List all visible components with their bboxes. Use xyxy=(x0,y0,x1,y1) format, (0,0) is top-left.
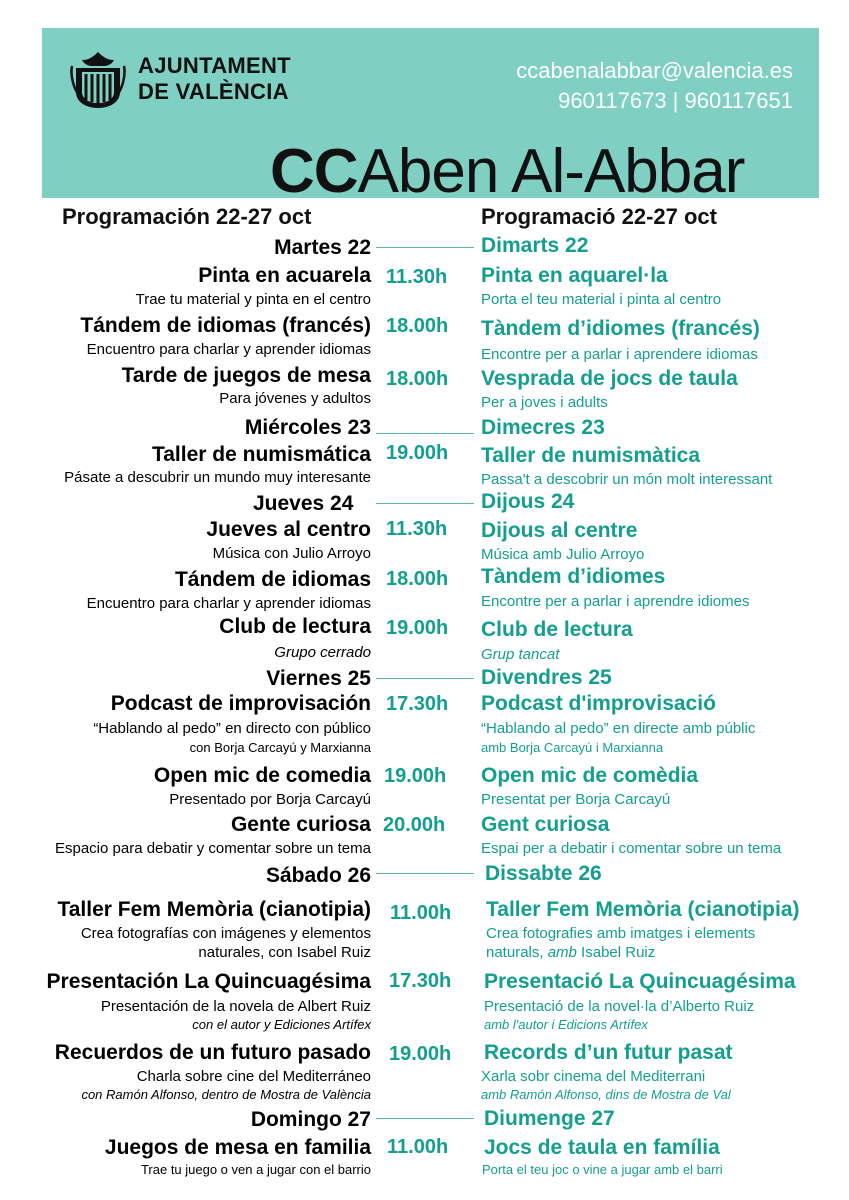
event-title-es: Open mic de comedia xyxy=(153,764,371,787)
event-desc-es: Trae tu material y pinta en el centro xyxy=(135,291,371,308)
event-title-va: Tàndem d’idiomes xyxy=(481,565,666,588)
day-connector-line xyxy=(376,433,474,434)
event-desc-va: Grup tancat xyxy=(481,646,560,663)
event-title-va: Presentació La Quincuagésima xyxy=(484,970,796,993)
day-label-va: Diumenge 27 xyxy=(484,1107,615,1130)
event-desc-va-line2 xyxy=(486,944,655,961)
day-label-va: Dimecres 23 xyxy=(481,416,605,439)
event-desc-es-line2: naturales, con Isabel Ruiz xyxy=(198,944,371,961)
event-title-va: Jocs de taula en família xyxy=(484,1136,720,1159)
event-guests-es: con Ramón Alfonso, dentro de Mostra de València xyxy=(81,1087,371,1102)
contact-email[interactable]: ccabenalabbar@valencia.es xyxy=(516,58,793,83)
event-guests-va: amb Borja Carcayú i Marxianna xyxy=(481,740,664,755)
event-desc-va-line2-b: amb xyxy=(547,944,577,961)
event-time: 11.30h xyxy=(386,266,448,288)
event-title-es: Tándem de idiomas xyxy=(174,568,371,591)
event-time: 11.00h xyxy=(387,1136,449,1158)
day-label-va: Divendres 25 xyxy=(481,666,612,689)
event-desc-va: Passa't a descobrir un món molt interessant xyxy=(481,471,773,488)
event-title-es: Taller Fem Memòria (cianotipia) xyxy=(57,898,371,921)
org-name-line1: AJUNTAMENT xyxy=(138,53,291,78)
event-desc-va: Presentació de la novel·la d’Alberto Ruiz xyxy=(484,998,755,1015)
day-label-es: Domingo 27 xyxy=(250,1108,371,1131)
event-desc-va: Porta el teu material i pinta al centro xyxy=(481,291,722,308)
event-title-va: Club de lectura xyxy=(481,618,633,641)
day-connector-line xyxy=(376,247,474,248)
event-guests-es: con Borja Carcayú y Marxianna xyxy=(189,740,371,755)
day-connector-line xyxy=(376,1118,474,1119)
event-desc-va: “Hablando al pedo” en directe amb públic xyxy=(481,720,756,737)
day-connector-line xyxy=(376,873,474,874)
event-desc-es: Grupo cerrado xyxy=(274,644,371,661)
day-label-es: Miércoles 23 xyxy=(244,416,371,439)
event-desc-es: Encuentro para charlar y aprender idiomas xyxy=(86,341,371,358)
event-time: 19.00h xyxy=(386,442,449,464)
event-time: 18.00h xyxy=(386,568,449,590)
day-label-va: Dijous 24 xyxy=(481,490,575,513)
event-title-va: Dijous al centre xyxy=(481,519,638,542)
event-time: 11.00h xyxy=(390,902,452,924)
contact-phones: 960117673 | 960117651 xyxy=(558,88,793,113)
heading-spanish: Programación 22-27 oct xyxy=(62,204,312,229)
event-desc-es: Charla sobre cine del Mediterráneo xyxy=(136,1068,371,1085)
event-title-es: Pinta en acuarela xyxy=(198,264,371,287)
event-desc-es: “Hablando al pedo” en directo con público xyxy=(93,720,371,737)
day-label-es: Sábado 26 xyxy=(265,864,371,887)
event-guests-va: amb Ramón Alfonso, dins de Mostra de Val xyxy=(481,1087,731,1102)
event-desc-va: Encontre per a parlar i aprendre idiomes xyxy=(481,593,750,610)
event-desc-va: Xarla sobr cinema del Mediterrani xyxy=(481,1068,706,1085)
event-time: 17.30h xyxy=(386,693,449,715)
event-title-va: Pinta en aquarel·la xyxy=(481,264,668,287)
event-title-va: Vesprada de jocs de taula xyxy=(481,367,738,390)
event-guests-va: amb l'autor i Edicions Artífex xyxy=(484,1017,648,1032)
city-crest-icon xyxy=(70,48,126,110)
event-title-es: Recuerdos de un futuro pasado xyxy=(54,1041,371,1064)
event-time: 18.00h xyxy=(386,368,449,390)
center-title-name: Aben Al-Abbar xyxy=(357,137,745,206)
day-label-va: Dissabte 26 xyxy=(485,862,602,885)
event-time: 19.00h xyxy=(389,1043,452,1065)
event-desc-va: Crea fotografies amb imatges i elements xyxy=(486,925,756,942)
event-desc-es: Encuentro para charlar y aprender idiomas xyxy=(86,595,371,612)
event-title-va: Podcast d'improvisació xyxy=(481,692,716,715)
event-title-va: Open mic de comèdia xyxy=(481,764,699,787)
event-title-es: Club de lectura xyxy=(219,615,371,638)
event-title-va: Records d’un futur pasat xyxy=(484,1041,733,1064)
event-desc-va: Presentat per Borja Carcayú xyxy=(481,791,671,808)
event-title-es: Gente curiosa xyxy=(230,813,371,836)
city-logo xyxy=(70,48,291,110)
org-name-line2: DE VALÈNCIA xyxy=(138,79,289,104)
event-guests-es: con el autor y Ediciones Artífex xyxy=(192,1017,371,1032)
event-desc-es: Pásate a descubrir un mundo muy interesante xyxy=(64,469,371,486)
event-time: 19.00h xyxy=(384,765,447,787)
event-time: 18.00h xyxy=(386,315,449,337)
event-time: 19.00h xyxy=(386,617,449,639)
day-label-es: Jueves 24 xyxy=(253,492,354,515)
event-title-es: Taller de numismática xyxy=(151,443,371,466)
event-title-es: Jueves al centro xyxy=(206,518,371,541)
event-time: 20.00h xyxy=(383,814,446,836)
event-title-es: Tarde de juegos de mesa xyxy=(121,364,371,387)
event-title-va: Taller Fem Memòria (cianotipia) xyxy=(486,898,800,921)
event-desc-va: Espai per a debatir i comentar sobre un tema xyxy=(481,840,782,857)
event-desc-es: Crea fotografías con imágenes y elementos xyxy=(80,925,371,942)
day-label-es: Viernes 25 xyxy=(266,667,371,690)
event-title-es: Podcast de improvisación xyxy=(110,692,371,715)
event-desc-va: Porta el teu joc o vine a jugar amb el barri xyxy=(482,1162,723,1177)
day-connector-line xyxy=(376,503,474,504)
event-time: 17.30h xyxy=(389,970,452,992)
event-desc-es: Música con Julio Arroyo xyxy=(212,545,371,562)
event-desc-va: Per a joves i adults xyxy=(481,394,608,411)
event-time: 11.30h xyxy=(386,518,448,540)
event-desc-es: Presentación de la novela de Albert Ruiz xyxy=(100,998,371,1015)
heading-valencian: Programació 22-27 oct xyxy=(481,204,717,229)
center-title-prefix: CC xyxy=(270,137,358,206)
event-title-es: Presentación La Quincuagésima xyxy=(46,970,371,993)
day-label-va: Dimarts 22 xyxy=(481,234,589,257)
day-connector-line xyxy=(376,678,474,679)
event-title-va: Taller de numismàtica xyxy=(481,444,701,467)
event-title-va: Tàndem d’idiomes (francés) xyxy=(481,317,760,340)
event-title-es: Tándem de idiomas (francés) xyxy=(80,314,371,337)
day-label-es: Martes 22 xyxy=(274,236,371,259)
event-desc-es: Trae tu juego o ven a jugar con el barrio xyxy=(140,1162,371,1177)
event-desc-va: Encontre per a parlar i aprendere idiomas xyxy=(481,346,758,363)
center-title xyxy=(270,136,744,208)
contact-info xyxy=(516,56,793,116)
event-desc-es: Para jóvenes y adultos xyxy=(219,390,371,407)
event-desc-va: Música amb Julio Arroyo xyxy=(481,546,645,563)
event-desc-es: Espacio para debatir y comentar sobre un tema xyxy=(54,840,371,857)
event-desc-va-line2-a: naturals, xyxy=(486,944,548,961)
event-desc-es: Presentado por Borja Carcayú xyxy=(169,791,371,808)
event-title-va: Gent curiosa xyxy=(481,813,610,836)
event-title-es: Juegos de mesa en familia xyxy=(104,1136,371,1159)
event-desc-va-line2-c: Isabel Ruiz xyxy=(576,944,656,961)
